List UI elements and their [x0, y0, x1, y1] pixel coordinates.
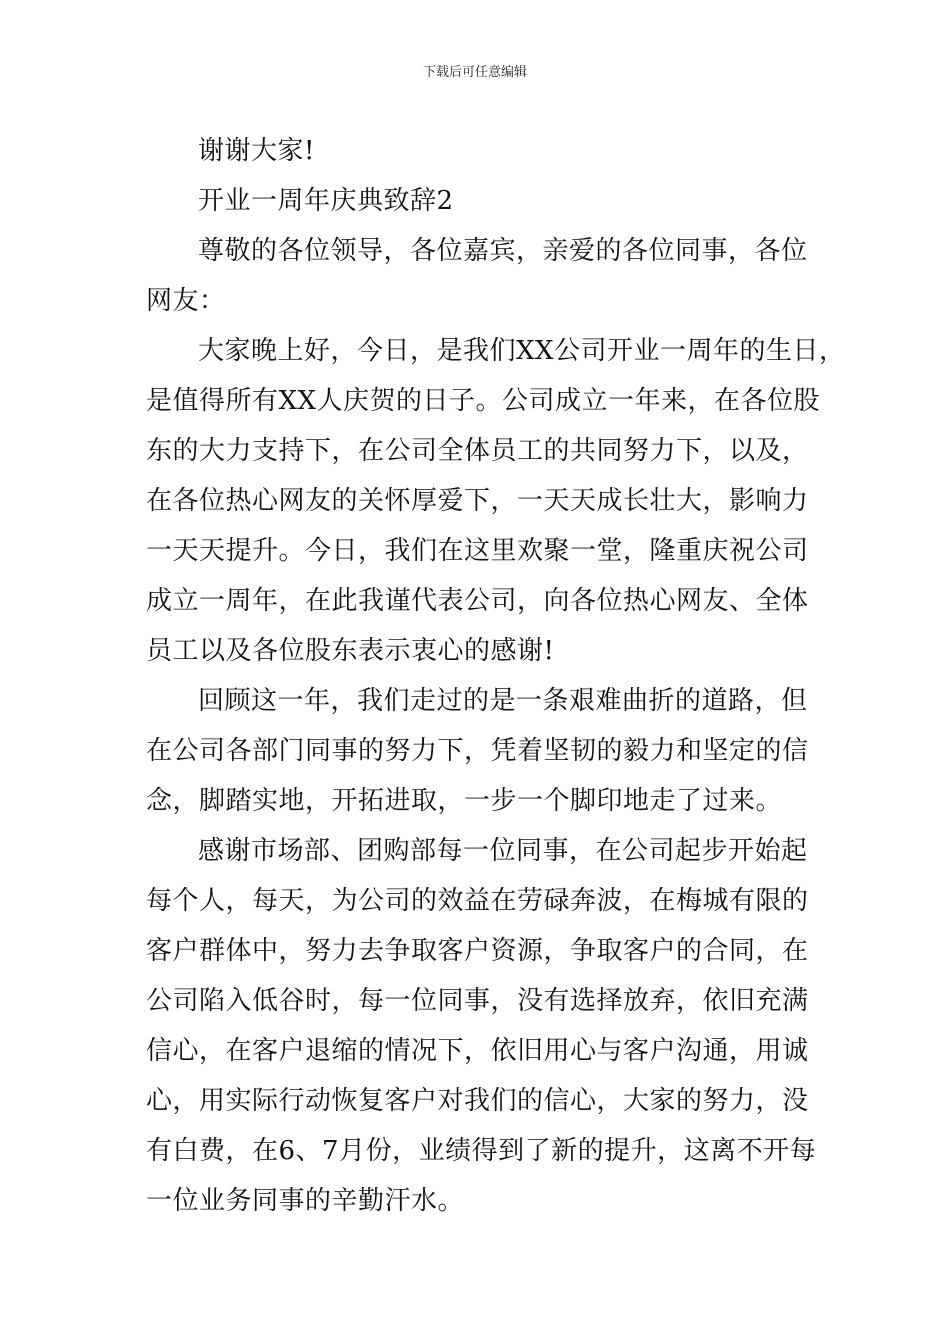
text-line: 谢谢大家! [198, 136, 315, 166]
text-line: 员工以及各位股东表示衷心的感谢! [146, 636, 555, 666]
text-line: 在各位热心网友的关怀厚爱下，一天天成长壮大，影响力 [146, 486, 809, 516]
text-line: 有白费，在6、7月份，业绩得到了新的提升，这离不开每 [146, 1136, 817, 1166]
text-line: 网友： [146, 286, 226, 316]
text-line: 信心，在客户退缩的情况下，依旧用心与客户沟通，用诚 [146, 1036, 809, 1066]
text-line: 回顾这一年，我们走过的是一条艰难曲折的道路，但 [198, 686, 808, 716]
text-line: 每个人，每天，为公司的效益在劳碌奔波，在梅城有限的 [146, 886, 809, 916]
paragraph-salutation [146, 226, 810, 326]
text-line: 开业一周年庆典致辞2 [198, 186, 454, 216]
text-line: 成立一周年，在此我谨代表公司，向各位热心网友、全体 [146, 586, 809, 616]
paragraph-gratitude [146, 826, 817, 1226]
text-line: 念，脚踏实地，开拓进取，一步一个脚印地走了过来。 [146, 786, 783, 816]
paragraph-greeting [146, 326, 846, 676]
section-title [146, 176, 810, 226]
text-line: 尊敬的各位领导，各位嘉宾，亲爱的各位同事，各位 [198, 236, 808, 266]
text-line: 感谢市场部、团购部每一位同事，在公司起步开始起 [198, 836, 808, 866]
text-line: 公司陷入低谷时，每一位同事，没有选择放弃，依旧充满 [146, 986, 809, 1016]
text-line: 东的大力支持下，在公司全体员工的共同努力下，以及， [146, 436, 809, 466]
document-body [146, 126, 846, 1226]
text-line: 是值得所有XX人庆贺的日子。公司成立一年来，在各位股 [146, 386, 821, 416]
header-note: 下载后可任意编辑 [422, 65, 527, 80]
text-line: 心，用实际行动恢复客户对我们的信心，大家的努力，没 [146, 1086, 809, 1116]
text-line: 在公司各部门同事的努力下，凭着坚韧的毅力和坚定的信 [146, 736, 809, 766]
text-line: 客户群体中，努力去争取客户资源，争取客户的合同，在 [146, 936, 809, 966]
paragraph-thanks [146, 126, 810, 176]
text-line: 一天天提升。今日，我们在这里欢聚一堂，隆重庆祝公司 [146, 536, 809, 566]
paragraph-review [146, 676, 810, 826]
text-line: 一位业务同事的辛勤汗水。 [146, 1186, 465, 1216]
text-line: 大家晚上好，今日，是我们XX公司开业一周年的生日， [198, 336, 846, 366]
